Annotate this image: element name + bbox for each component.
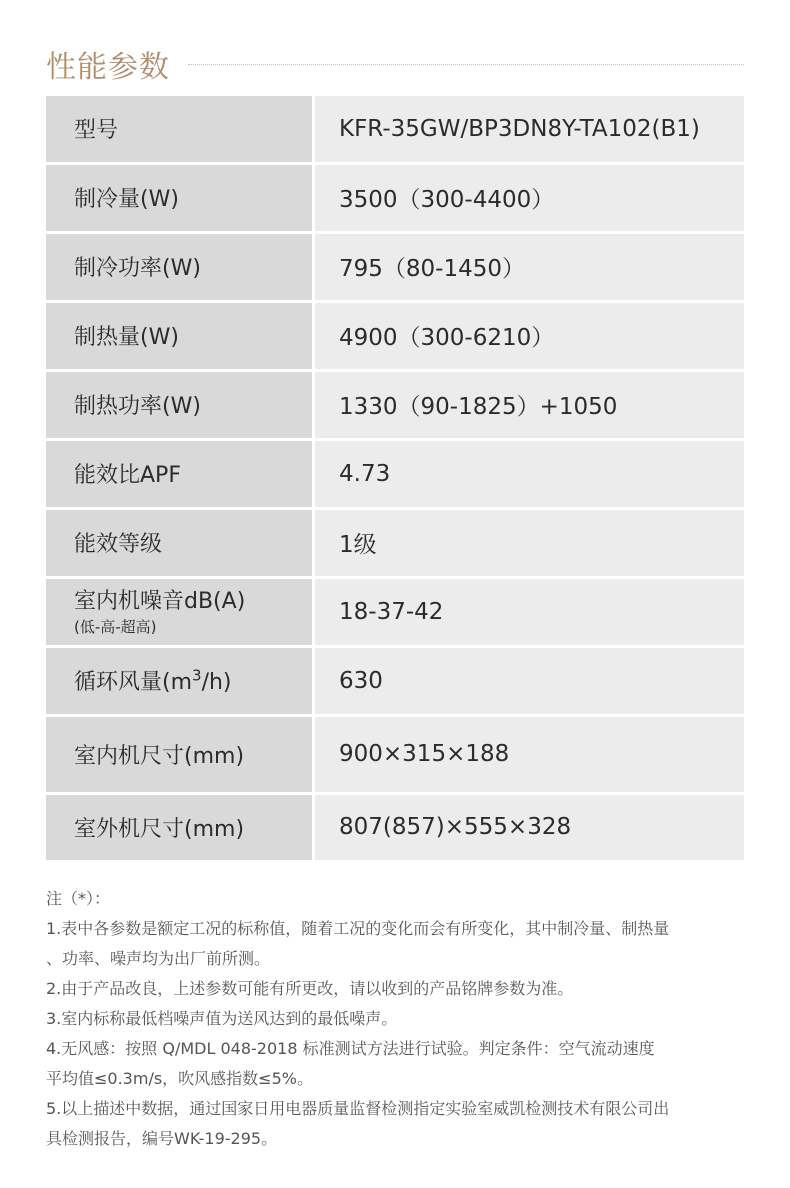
note-line: 4.无风感：按照 Q/MDL 048-2018 标准测试方法进行试验。判定条件：空气流动速度 (46, 1039, 655, 1058)
param-label-main: 循环风量(m (74, 670, 193, 695)
param-value: KFR-35GW/BP3DN8Y-TA102(B1) (314, 96, 745, 163)
param-label (46, 577, 314, 646)
superscript: 3 (192, 666, 202, 685)
param-label: 室外机尺寸(mm) (46, 793, 314, 861)
param-label: 制冷功率(W) (46, 232, 314, 301)
table-row (46, 646, 744, 715)
note-line: 平均值≤0.3m/s，吹风感指数≤5%。 (46, 1069, 313, 1088)
note-line: 、功率、噪声均为出厂前所测。 (46, 949, 271, 968)
table-row (46, 163, 744, 232)
note-line: 1.表中各参数是额定工况的标称值，随着工况的变化而会有所变化，其中制冷量、制热量 (46, 919, 670, 938)
table-row (46, 715, 744, 793)
param-value: 795（80-1450） (314, 232, 745, 301)
spec-table (46, 96, 744, 863)
section-title: 性能参数 (46, 50, 170, 85)
param-value: 1级 (314, 508, 745, 577)
notes-section (46, 884, 751, 1154)
note-line: 2.由于产品改良，上述参数可能有所更改，请以收到的产品铭牌参数为准。 (46, 979, 574, 998)
section-header (46, 40, 744, 84)
table-row (46, 301, 744, 370)
table-row (46, 577, 744, 646)
table-row (46, 96, 744, 163)
table-row (46, 508, 744, 577)
dotted-divider (188, 64, 744, 65)
param-value: 900×315×188 (314, 715, 745, 793)
param-label (46, 646, 314, 715)
table-row (46, 439, 744, 508)
note-line: 5.以上描述中数据，通过国家日用电器质量监督检测指定实验室威凯检测技术有限公司出 (46, 1099, 670, 1118)
table-row (46, 232, 744, 301)
param-label: 制热量(W) (46, 301, 314, 370)
table-row (46, 793, 744, 861)
param-value: 3500（300-4400） (314, 163, 745, 232)
param-label: 室内机尺寸(mm) (46, 715, 314, 793)
param-value: 630 (314, 646, 745, 715)
param-label: 能效等级 (46, 508, 314, 577)
param-label: 能效比APF (46, 439, 314, 508)
param-value: 807(857)×555×328 (314, 793, 745, 861)
param-label: 制热功率(W) (46, 370, 314, 439)
note-line: 3.室内标称最低档噪声值为送风达到的最低噪声。 (46, 1009, 398, 1028)
param-label: 制冷量(W) (46, 163, 314, 232)
table-row (46, 370, 744, 439)
param-label-tail: /h) (201, 670, 232, 695)
param-label: 型号 (46, 96, 314, 163)
note-line: 具检测报告，编号WK-19-295。 (46, 1129, 278, 1148)
param-value: 4.73 (314, 439, 745, 508)
param-value: 18-37-42 (314, 577, 745, 646)
param-value: 4900（300-6210） (314, 301, 745, 370)
notes-heading: 注（*）： (46, 889, 111, 908)
param-label-main: 室内机噪音dB(A) (74, 588, 246, 614)
param-value: 1330（90-1825）+1050 (314, 370, 745, 439)
param-label-sub: (低-高-超高) (74, 617, 157, 636)
